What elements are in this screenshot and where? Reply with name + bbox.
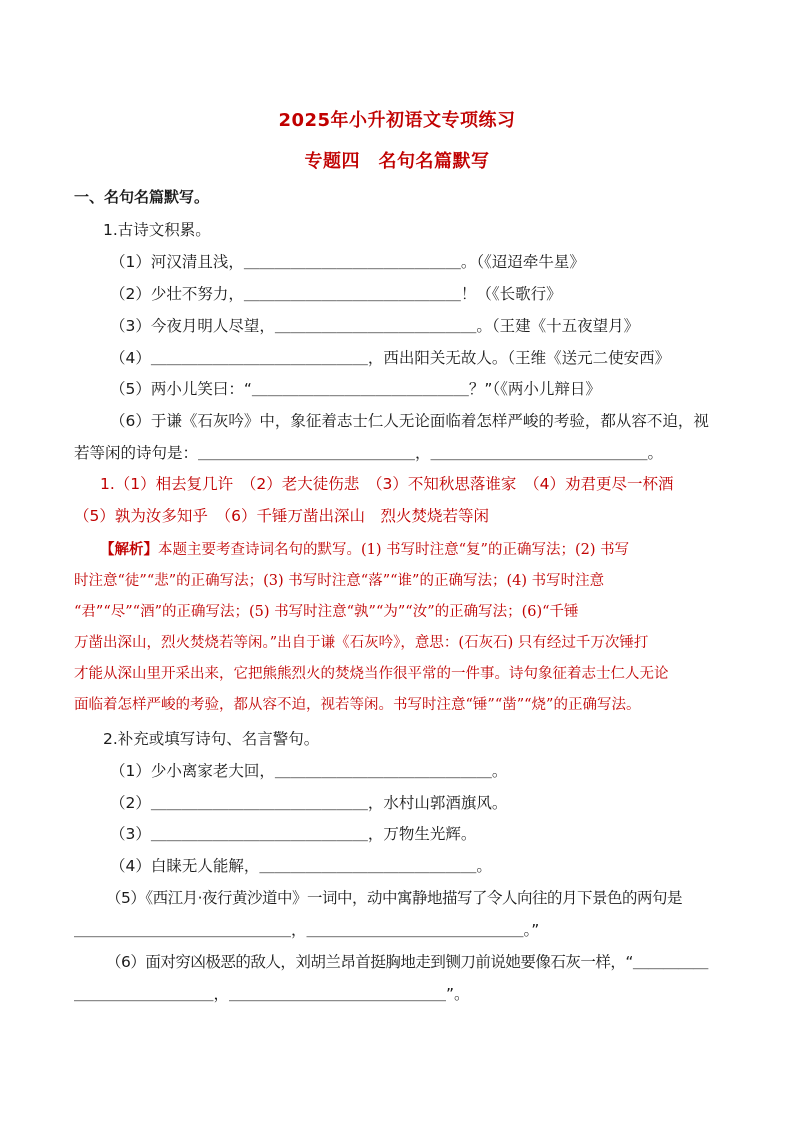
analysis-line-4: 万凿出深山，烈火焚烧若等闲。”出自于谦《石灰吟》，意思：(石灰石) 只有经过千万次锤打 [74,635,649,651]
question-1-item-4: （4）＿＿＿＿＿＿＿＿＿＿＿＿＿＿，西出阳关无故人。（王维《送元二使安西》 [110,349,671,367]
analysis-line-5: 才能从深山里开采出来，它把熊熊烈火的焚烧当作很平常的一件事。诗句象征着志士仁人无论 [74,666,669,682]
document-subtitle: 专题四 名句名篇默写 [304,151,490,172]
question-2-item-5-line-1: （5）《西江月·夜行黄沙道中》一词中，动中寓静地描写了令人向往的月下景色的两句是 [106,889,683,907]
section-heading: 一、名句名篇默写。 [74,188,210,206]
question-2-item-5-line-2: ＿＿＿＿＿＿＿＿＿＿＿＿＿＿，＿＿＿＿＿＿＿＿＿＿＿＿＿＿。” [74,921,540,939]
document-title: 2025年小升初语文专项练习 [278,110,516,131]
question-1-item-6-line-2: 若等闲的诗句是：＿＿＿＿＿＿＿＿＿＿＿＿＿＿，＿＿＿＿＿＿＿＿＿＿＿＿＿＿。 [74,444,664,462]
question-1-item-1: （1）河汉清且浅，＿＿＿＿＿＿＿＿＿＿＿＿＿＿。（《迢迢牵牛星》 [110,253,585,271]
question-2-item-3: （3）＿＿＿＿＿＿＿＿＿＿＿＿＿＿，万物生光辉。 [110,825,477,843]
question-2-intro: 2.补充或填写诗句、名言警句。 [103,730,320,748]
analysis-tag: 【解析】 [100,541,158,558]
answer-line-2: （5）孰为汝多知乎 （6）千锤万凿出深山 烈火焚烧若等闲 [74,507,489,525]
question-1-intro: 1.古诗文积累。 [103,221,211,239]
analysis-line-2: 时注意“徒”“悲”的正确写法；(3) 书写时注意“落”“谁”的正确写法；(4) 书写时注意 [74,573,605,589]
analysis-text: 本题主要考查诗词名句的默写。(1) 书写时注意“复”的正确写法；(2) 书写 [158,542,630,558]
analysis-line-3: “君”“尽”“酒”的正确写法；(5) 书写时注意“孰”“为”“汝”的正确写法；(6)“千锤 [74,604,579,620]
answer-line-1: 1.（1）相去复几许 （2）老大徒伤悲 （3）不知秋思落谁家 （4）劝君更尽一杯酒 [100,475,674,493]
question-1-item-5: （5）两小儿笑曰：“＿＿＿＿＿＿＿＿＿＿＿＿＿＿？”（《两小儿辩日》 [110,380,601,398]
question-1-item-3: （3）今夜月明人尽望，＿＿＿＿＿＿＿＿＿＿＿＿＿。（王建《十五夜望月》 [110,317,640,335]
analysis-line-1 [100,538,629,559]
question-2-item-1: （1）少小离家老大回，＿＿＿＿＿＿＿＿＿＿＿＿＿＿。 [110,762,508,780]
question-2-item-2: （2）＿＿＿＿＿＿＿＿＿＿＿＿＿＿，水村山郭酒旗风。 [110,794,508,812]
analysis-line-6: 面临着怎样严峻的考验，都从容不迫，视若等闲。书写时注意“锤”“凿”“烧”的正确写法。 [74,697,641,713]
question-2-item-6-line-2: ＿＿＿＿＿＿＿＿＿，＿＿＿＿＿＿＿＿＿＿＿＿＿＿”。 [74,985,470,1003]
question-1-item-2: （2）少壮不努力，＿＿＿＿＿＿＿＿＿＿＿＿＿＿！（《长歌行》 [110,285,562,303]
question-2-item-4: （4）白睐无人能解，＿＿＿＿＿＿＿＿＿＿＿＿＿＿。 [110,857,492,875]
question-2-item-6-line-1: （6）面对穷凶极恶的敌人，刘胡兰昂首挺胸地走到铡刀前说她要像石灰一样，“＿＿＿＿＿ [106,953,708,971]
question-1-item-6-line-1: （6）于谦《石灰吟》中，象征着志士仁人无论面临着怎样严峻的考验，都从容不迫，视 [110,412,709,430]
